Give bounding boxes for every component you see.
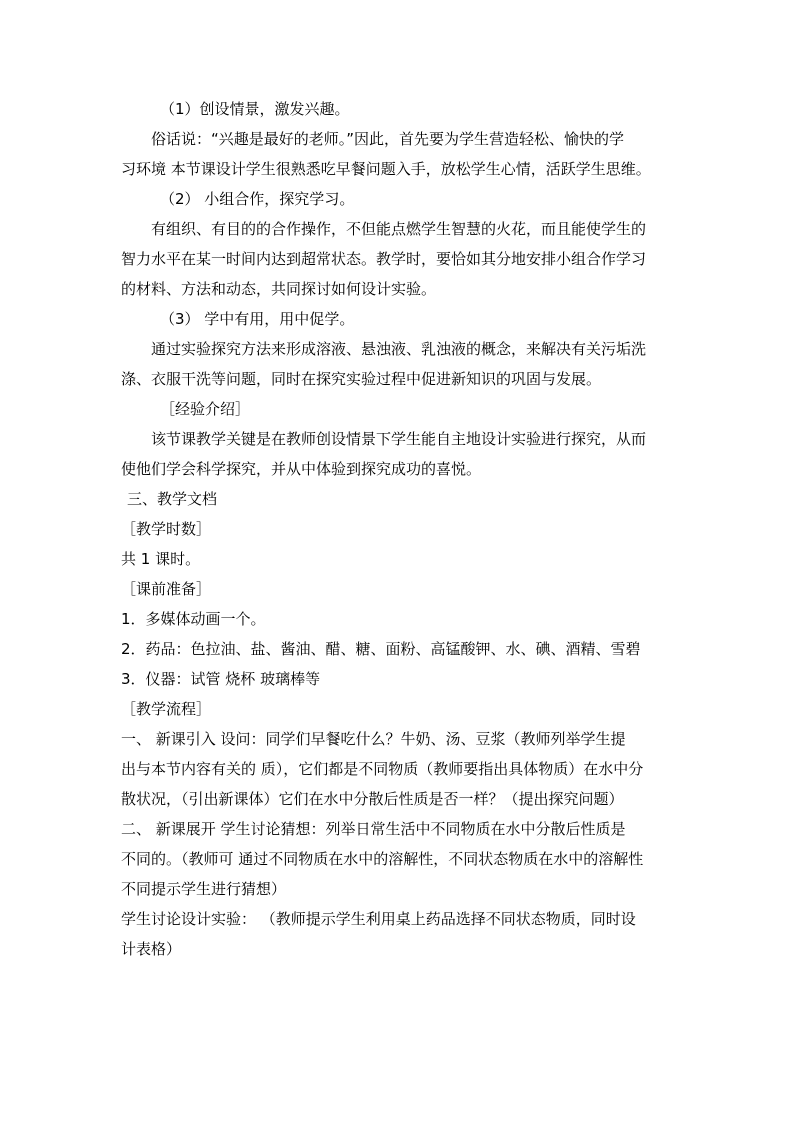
text-line-10: 涤、衣服干洗等问题，同时在探究实验过程中促进新知识的巩固与发展。 bbox=[121, 370, 602, 388]
text-line-4: （2） 小组合作，探究学习。 bbox=[160, 190, 355, 208]
text-line-24: 散状况，（引出新课体）它们在水中分散后性质是否一样？（提出探究问题） bbox=[121, 790, 624, 808]
text-line-22: 一、 新课引入 设问：同学们早餐吃什么？牛奶、汤、豆浆（教师列举学生提 bbox=[121, 730, 626, 748]
text-line-27: 不同提示学生进行猜想） bbox=[121, 880, 287, 898]
text-line-26: 不同的。（教师可 通过不同物质在水中的溶解性，不同状态物质在水中的溶解性 bbox=[121, 850, 644, 868]
text-line-13: 使他们学会科学探究，并从中体验到探究成功的喜悦。 bbox=[121, 460, 482, 478]
text-line-2: 俗话说：“兴趣是最好的老师。”因此，首先要为学生营造轻松、愉快的学 bbox=[151, 130, 625, 148]
text-line-17: ［课前准备］ bbox=[121, 580, 212, 598]
text-line-15: ［教学时数］ bbox=[121, 520, 212, 538]
text-line-12: 该节课教学关键是在教师创设情景下学生能自主地设计实验进行探究，从而 bbox=[151, 430, 647, 448]
text-line-16: 共 1 课时。 bbox=[121, 550, 201, 568]
text-line-20: 3．仪器：试管 烧杯 玻璃棒等 bbox=[121, 670, 321, 688]
text-line-7: 的材料、方法和动态，共同探讨如何设计实验。 bbox=[121, 280, 437, 298]
text-line-28: 学生讨论设计实验： （教师提示学生利用桌上药品选择不同状态物质，同时设 bbox=[121, 910, 636, 928]
text-line-9: 通过实验探究方法来形成溶液、悬浊液、乳浊液的概念，来解决有关污垢洗 bbox=[151, 340, 647, 358]
text-line-19: 2．药品：色拉油、盐、酱油、醋、糖、面粉、高锰酸钾、水、碘、酒精、雪碧 bbox=[121, 640, 641, 658]
text-line-21: ［教学流程］ bbox=[121, 700, 212, 718]
text-line-6: 智力水平在某一时间内达到超常状态。教学时，要恰如其分地安排小组合作学习 bbox=[121, 250, 647, 268]
text-line-23: 出与本节内容有关的 质），它们都是不同物质（教师要指出具体物质）在水中分 bbox=[121, 760, 644, 778]
text-line-18: 1．多媒体动画一个。 bbox=[121, 610, 266, 628]
text-line-8: （3） 学中有用，用中促学。 bbox=[160, 310, 355, 328]
text-line-11: ［经验介绍］ bbox=[160, 400, 251, 418]
text-line-14: 三、教学文档 bbox=[127, 490, 218, 508]
text-line-29: 计表格） bbox=[121, 940, 182, 958]
text-line-1: （1）创设情景，激发兴趣。 bbox=[160, 100, 350, 118]
text-line-3: 习环境 本节课设计学生很熟悉吃早餐问题入手，放松学生心情，活跃学生思维。 bbox=[121, 160, 651, 178]
text-line-5: 有组织、有目的的合作操作，不但能点燃学生智慧的火花，而且能使学生的 bbox=[151, 220, 647, 238]
text-line-25: 二、 新课展开 学生讨论猜想：列举日常生活中不同物质在水中分散后性质是 bbox=[121, 820, 626, 838]
